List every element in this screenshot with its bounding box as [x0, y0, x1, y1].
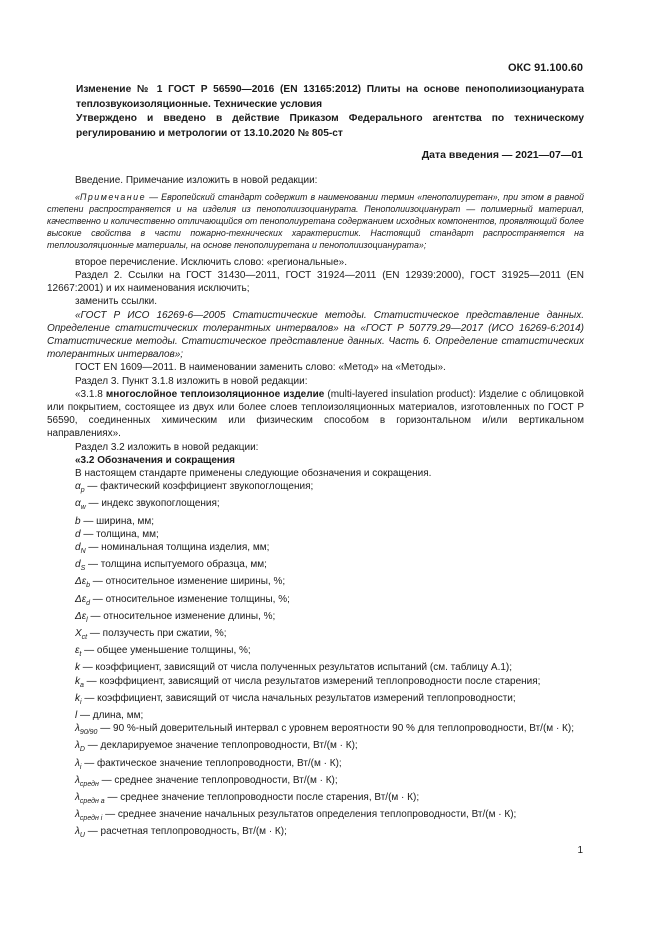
paragraph: В настоящем стандарте применены следующие обозначения и сокращения.	[75, 467, 432, 479]
symbol: Δε	[75, 610, 87, 622]
symbol-description: — коэффициент, зависящий от числа полученных результатов испытаний (см. таблицу А.1);	[80, 662, 513, 674]
symbol-subscript: 90/90	[79, 729, 98, 737]
symbol: X	[75, 628, 82, 640]
paragraph: второе перечисление. Исключить слово: «региональные».	[75, 256, 347, 268]
symbol: λ	[75, 774, 80, 786]
symbol-item	[47, 575, 584, 592]
symbol-subscript: средн	[79, 780, 99, 788]
symbol-item	[47, 692, 584, 709]
document-body	[47, 174, 584, 843]
definition-paragraph: «3.1.8 многослойное теплоизоляционное изделие (multi-layered insulation product): Изделие с облицовкой или покрытием, состоящее из двух или более слоев теплоизоляционных материалов, изготовленных по ГОСТ Р 56590, соединенных химическим или физическим способом в горизонтальном и/или вертикальном направлениях».	[47, 388, 584, 440]
symbol-subscript: N	[80, 548, 86, 555]
symbol: λ	[75, 757, 80, 769]
defined-term: многослойное теплоизоляционное изделие	[105, 388, 325, 400]
symbol-subscript: t	[79, 651, 82, 659]
intro-paragraph: Введение. Примечание изложить в новой редакции:	[75, 175, 318, 186]
symbol-subscript: ct	[81, 634, 88, 642]
symbol-item	[47, 644, 584, 661]
symbol: λ	[75, 826, 80, 838]
symbol-subscript: i	[79, 763, 82, 771]
symbol-subscript: b	[86, 582, 91, 590]
symbol-description: — общее уменьшение толщины, %;	[81, 645, 251, 657]
symbol-item	[47, 709, 584, 722]
symbol: λ	[75, 792, 80, 804]
symbol-description: — коэффициент, зависящий от числа начальных результатов измерений теплопроводности;	[81, 692, 516, 704]
paragraph: Раздел 2. Ссылки на ГОСТ 31430—2011, ГОСТ 31924—2011 (EN 12939:2000), ГОСТ 31925—2011 (EN 12667:2001) и их наименования исключить;	[47, 269, 584, 295]
paragraph: ГОСТ EN 1609—2011. В наименовании заменить слово: «Метод» на «Методы».	[75, 362, 446, 374]
symbol-item	[47, 541, 584, 558]
symbol-item	[47, 593, 584, 610]
symbol-description: — толщина, мм;	[80, 528, 159, 540]
symbol-item	[47, 791, 584, 808]
effective-date: Дата введения — 2021—07—01	[421, 149, 583, 161]
symbol-item	[47, 757, 584, 774]
symbol-item	[47, 675, 584, 692]
symbols-list	[47, 480, 584, 842]
symbol-subscript: S	[80, 565, 86, 573]
symbol: λ	[75, 809, 80, 821]
symbol-item	[47, 558, 584, 575]
symbol-subscript: i	[80, 698, 82, 706]
symbol-description: — среднее значение теплопроводности после старения, Вт/(м · К);	[104, 792, 420, 804]
symbol-item	[47, 480, 584, 497]
symbol: d	[75, 559, 81, 571]
symbol-item	[47, 515, 584, 528]
symbol-description: — 90 %-ный доверительный интервал с уровнем вероятности 90 % для теплопроводности, Вт/(м · К);	[97, 723, 574, 735]
symbol-subscript: средн i	[79, 815, 103, 823]
symbol-subscript: d	[86, 599, 91, 607]
symbol-description: — среднее значение начальных результатов определения теплопроводности, Вт/(м · К);	[102, 809, 517, 821]
symbol-description: — ширина, мм;	[80, 515, 155, 527]
symbol-subscript: D	[79, 746, 85, 754]
symbol-description: — декларируемое значение теплопроводности, Вт/(м · К);	[84, 740, 358, 752]
symbol: λ	[75, 740, 80, 752]
symbol-item	[47, 528, 584, 541]
symbol-description: — фактический коэффициент звукопоглощения;	[84, 481, 314, 493]
symbol-description: — фактическое значение теплопроводности, Вт/(м · К);	[81, 757, 342, 769]
symbol: α	[75, 481, 81, 493]
symbol: l	[75, 710, 78, 722]
paragraph-italic: «ГОСТ Р ИСО 16269-6—2005 Статистические методы. Статистическое представление данных. Определение статистических толерантных интервалов» на «ГОСТ Р 50779.29—2017 (ИСО 16269-6:2014) Статистические методы. Статистическое представление данных. Часть 6. Определение статистических толерантных интервалов»;	[47, 309, 584, 361]
symbol-description: — толщина испытуемого образца, мм;	[85, 559, 267, 571]
symbol-item	[47, 774, 584, 791]
symbol-item	[47, 808, 584, 825]
note-text: — Европейский стандарт содержит в наименовании термин «пенополиуретан», при этом в равной степени распространяется и на изделия из пенополиизоцианурата. Пенополиизоцианурат — полимерный материал, качественно и количественно отличающийся от пенополиуретана содержанием исходных компонентов, проявляющий более высокие свойства в части пожарно-технических характеристик. Настоящий стандарт распространяется на теплоизоляционные материалы, на основе пенополиуретана и пенополиизоцианурата»;	[47, 192, 584, 250]
paragraph: Раздел 3.2 изложить в новой редакции:	[75, 441, 259, 453]
symbol-description: — относительное изменение толщины, %;	[90, 593, 290, 605]
symbol-subscript: p	[80, 487, 85, 495]
symbol-description: — среднее значение теплопроводности, Вт/(м · К);	[98, 774, 338, 786]
symbol: λ	[75, 723, 80, 735]
symbol-description: — относительное изменение ширины, %;	[90, 576, 286, 588]
symbol-subscript: w	[80, 504, 86, 512]
symbol-description: — номинальная толщина изделия, мм;	[85, 542, 270, 553]
symbol-subscript: средн a	[79, 798, 105, 806]
symbol: k	[75, 692, 80, 704]
symbol: d	[75, 528, 81, 540]
symbol-item	[47, 722, 584, 739]
symbol-description: — длина, мм;	[77, 710, 144, 722]
symbol-description: — относительное изменение длины, %;	[87, 610, 276, 622]
symbol-item	[47, 661, 584, 674]
page-number: 1	[577, 845, 583, 856]
symbol: d	[75, 542, 81, 553]
symbol-description: — расчетная теплопроводность, Вт/(м · К);	[84, 826, 287, 838]
paragraph: заменить ссылки.	[75, 296, 158, 308]
note-label: Примечание	[79, 192, 147, 203]
okc-code: ОКС 91.100.60	[507, 62, 583, 74]
symbol: α	[75, 498, 81, 510]
symbol-description: — коэффициент, зависящий от числа результатов измерений теплопроводности после старения;	[83, 675, 541, 687]
symbol: Δε	[75, 576, 87, 588]
symbol: Δε	[75, 593, 87, 605]
symbol-item	[47, 739, 584, 756]
symbol: ε	[75, 645, 80, 657]
symbol-item	[47, 497, 584, 514]
approval-statement: Утверждено и введено в действие Приказом Федерального агентства по техническому регулированию и метрологии от 13.10.2020 № 805-ст	[76, 113, 584, 139]
symbol-subscript: U	[79, 832, 85, 840]
symbol: b	[75, 515, 81, 527]
paragraph: Раздел 3. Пункт 3.1.8 изложить в новой редакции:	[75, 375, 308, 387]
symbol-description: — индекс звукопоглощения;	[85, 498, 220, 510]
symbol: k	[75, 675, 80, 687]
symbol-item	[47, 825, 584, 842]
symbol-description: — ползучесть при сжатии, %;	[87, 628, 227, 640]
symbol-item	[47, 627, 584, 644]
symbol-subscript: l	[86, 616, 88, 624]
symbol-item	[47, 610, 584, 627]
note-paragraph: «Примечание — Европейский стандарт содержит в наименовании термин «пенополиуретан», при этом в равной степени распространяется и на изделия из пенополиизоцианурата. Пенополиизоцианурат — полимерный материал, качественно и количественно отличающийся от пенополиуретана содержанием исходных компонентов, проявляющий более высокие свойства в части пожарно-технических характеристик. Настоящий стандарт распространяется на теплоизоляционные материалы, на основе пенополиуретана и пенополиизоцианурата»;	[47, 192, 584, 250]
symbol-subscript: a	[80, 681, 84, 689]
symbol: k	[75, 662, 80, 674]
amendment-title: Изменение № 1 ГОСТ Р 56590—2016 (EN 13165:2012) Плиты на основе пенополиизоциануратa теплозвукоизоляционные. Технические условия	[76, 84, 584, 110]
section-heading: «3.2 Обозначения и сокращения	[75, 454, 235, 466]
